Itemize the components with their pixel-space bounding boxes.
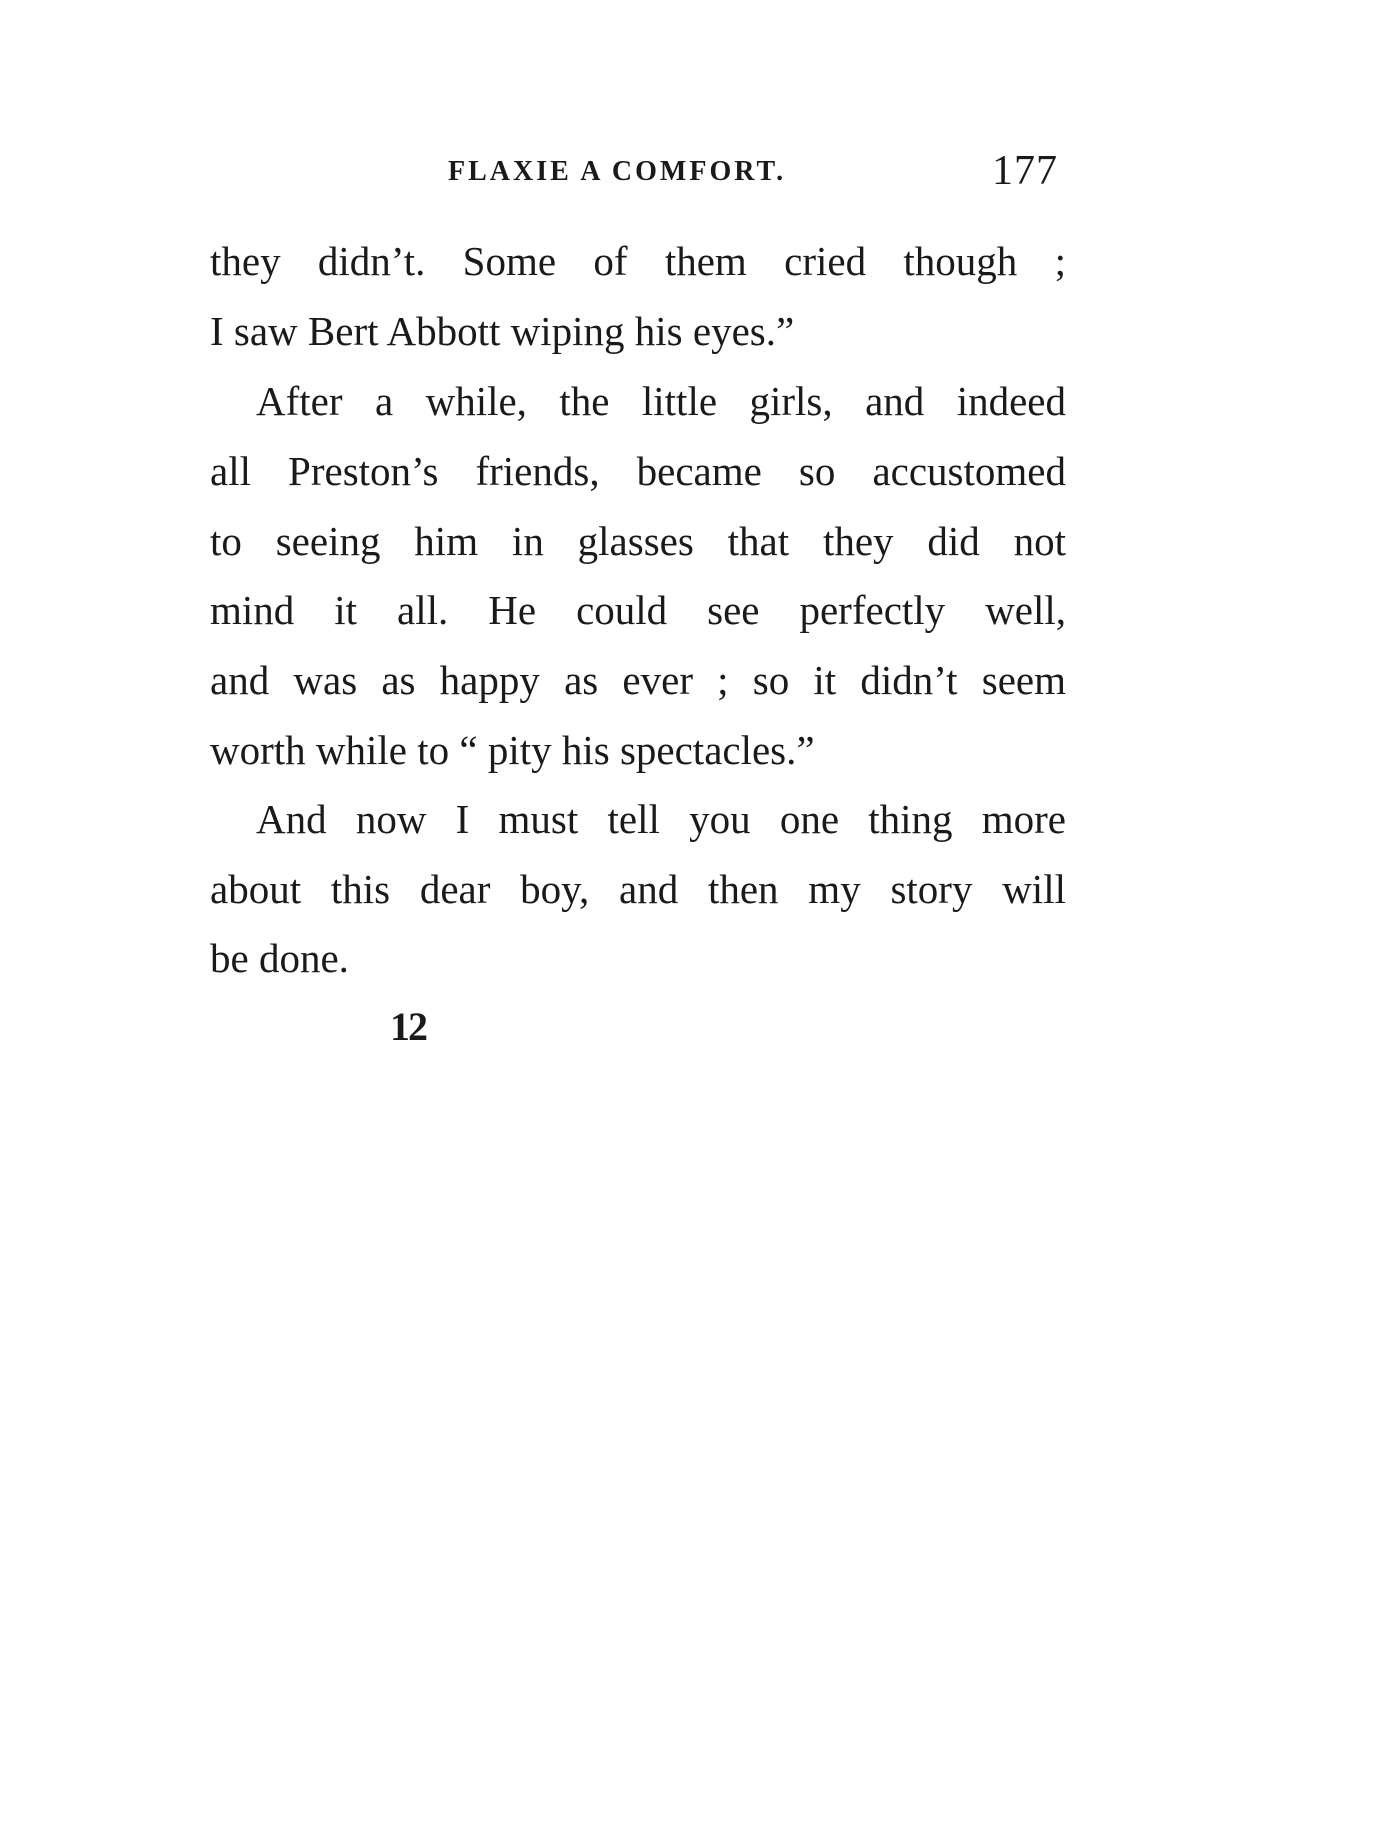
running-title: FLAXIE A COMFORT. [448, 156, 787, 187]
text-line-8: worth while to “ pity his spectacles.” [210, 727, 815, 773]
text-line-10: about this dear boy, and then my story will [210, 866, 1066, 912]
text-line-11: be done. [210, 935, 349, 981]
text-line-2: I saw Bert Abbott wiping his eyes.” [210, 308, 795, 354]
text-line-9: And now I must tell you one thing more [256, 796, 1066, 842]
text-line-7: and was as happy as ever ; so it didn’t seem [210, 657, 1066, 703]
text-line-6: mind it all. He could see perfectly well, [210, 587, 1066, 633]
text-line-3: After a while, the little girls, and indeed [256, 378, 1066, 424]
signature-mark: 12 [390, 1004, 426, 1049]
text-line-4: all Preston’s friends, became so accustomed [210, 448, 1066, 494]
page-number: 177 [992, 148, 1058, 194]
text-line-1: they didn’t. Some of them cried though ; [210, 238, 1066, 284]
text-line-5: to seeing him in glasses that they did not [210, 518, 1066, 564]
